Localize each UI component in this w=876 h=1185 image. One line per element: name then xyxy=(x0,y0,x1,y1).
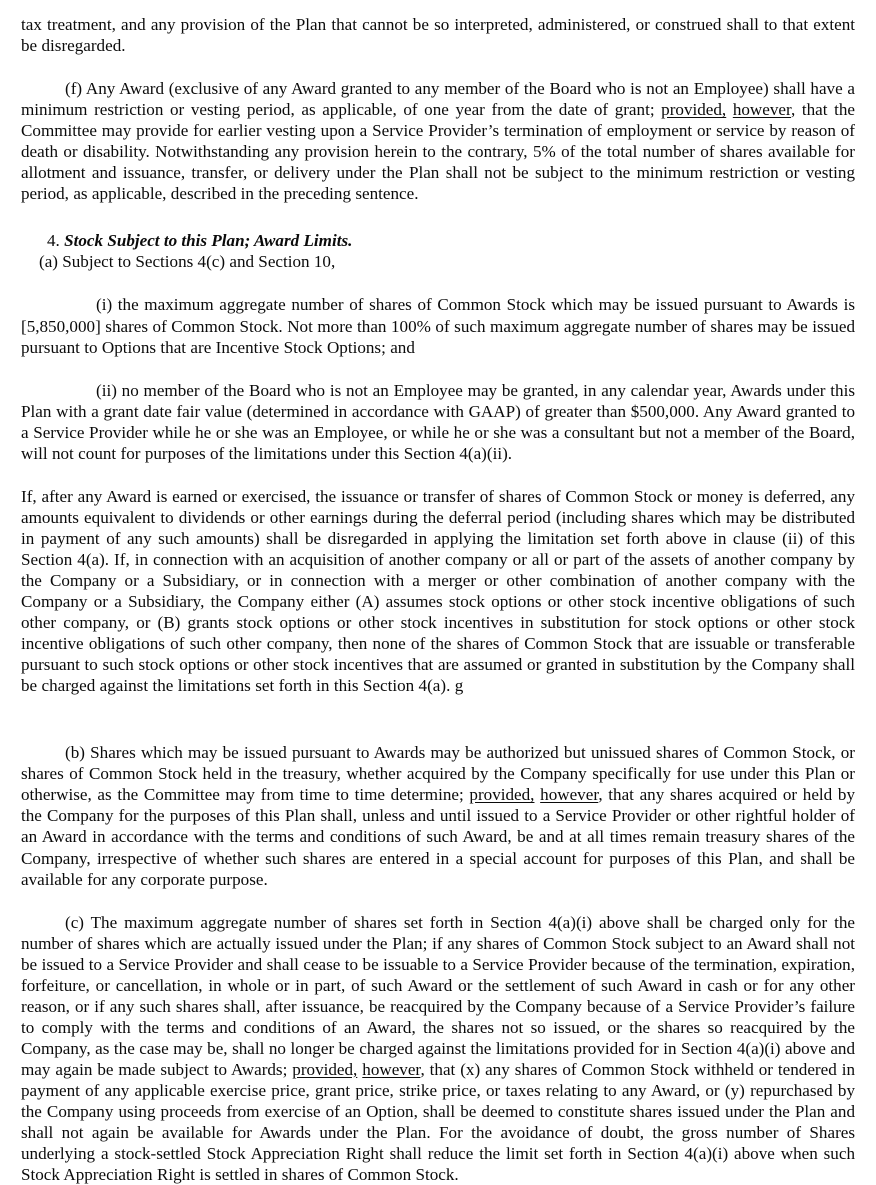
space-separator xyxy=(726,100,733,119)
paragraph-spacer xyxy=(21,890,855,912)
document-body-column xyxy=(21,14,855,1185)
paragraph-f-text-start: (f) Any Award (exclusive of any Award granted to any member of the Board who is not an Employee) shall have a minimum restriction or vesting period, as applicable, of one year from the date of grant; xyxy=(21,79,855,120)
paragraph-c xyxy=(21,912,855,1185)
paragraph-c-text-end: , that (x) any shares of Common Stock withheld or tendered in payment of any applicable exercise price, grant price, strike price, or taxes relating to any Award, or (y) repurchased by the Company using proceeds from exercise of an Option, shall be deemed to constitute shares issued under the Plan and shall not again be available for Awards under the Plan. For the avoidance of doubt, the gross number of Shares underlying a stock-settled Stock Appreciation Right shall reduce the limit set forth in Section 4(a)(i) above when such Stock Appreciation Right is settled in shares of Common Stock. xyxy=(21,1059,855,1185)
paragraph-spacer xyxy=(21,696,855,742)
paragraph-spacer xyxy=(21,272,855,294)
paragraph-b-text-start: (b) Shares which may be issued pursuant to Awards may be authorized but unissued shares of Common Stock, or shares of Common Stock held in the treasury, whether acquired by the Company specifically for use under this Plan or otherwise, as the Committee may from time to time determine; xyxy=(21,743,855,805)
paragraph-b-text-end: , that any shares acquired or held by the Company for the purposes of this Plan shall, unless and until issued to a Service Provider or other rightful holder of an Award in accordance with the terms and conditions of such Award, be and at all times remain treasury shares of the Company, irrespective of whether such shares are entered in a special account for purposes of this Plan, and shall be available for any corporate purpose. xyxy=(21,785,855,889)
paragraph-c-text-start: (c) The maximum aggregate number of shares set forth in Section 4(a)(i) above shall be charged only for the number of shares which are actually issued under the Plan; if any shares of Common Stock subject to an Award shall not be issued to a Service Provider and shall cease to be issuable to a Service Provider because of the termination, expiration, forfeiture, or cancellation, in whole or in part, of such Award or the settlement of such Award in cash or for any other reason, or if any such shares shall, after issuance, be reacquired by the Company because of a Service Provider’s failure to comply with the terms and conditions of an Award, the shares not so issued, or the shares so reacquired by the Company, as the case may be, shall no longer be charged against the limitations provided for in Section 4(a)(i) above and may again be made subject to Awards; xyxy=(21,912,855,1079)
section-4-heading xyxy=(21,230,855,251)
underlined-however: however xyxy=(362,1059,421,1079)
paragraph-spacer xyxy=(21,358,855,380)
paragraph-spacer xyxy=(21,56,855,78)
paragraph-deferral-substitution: If, after any Award is earned or exercised, the issuance or transfer of shares of Common Stock or money is deferred, any amounts equivalent to dividends or other earnings during the deferral period (including shares which may be distributed in payment of any such amounts) shall be disregarded in applying the limitation set forth above in clause (ii) of this Section 4(a). If, in connection with an acquisition of another company or all or part of the assets of another company by the Company or a Subsidiary, or in connection with a merger or other combination of another company with the Company or a Subsidiary, the Company either (A) assumes stock options or other stock incentive obligations of such other company, or (B) grants stock options or other stock incentives in substitution for stock options or other stock incentive obligations of such other company, then none of the shares of Common Stock that are issuable or transferable pursuant to such stock options or other stock incentives that are assumed or granted in substitution by the Company shall be charged against the limitations set forth in this Section 4(a). g xyxy=(21,486,855,696)
paragraph-spacer xyxy=(21,204,855,230)
paragraph-spacer xyxy=(21,464,855,486)
underlined-provided: provided, xyxy=(661,100,727,120)
section-4-number: 4. xyxy=(47,231,60,251)
paragraph-b xyxy=(21,742,855,889)
section-4-title: Stock Subject to this Plan; Award Limits. xyxy=(64,231,353,251)
underlined-provided: provided, xyxy=(292,1059,358,1079)
paragraph-f xyxy=(21,78,855,204)
paragraph-a-ii: (ii) no member of the Board who is not an Employee may be granted, in any calendar year, Awards under this Plan with a grant date fair value (determined in accordance with GAAP) of greater than $500,000. Any Award granted to a Service Provider while he or she was an Employee, or while he or she was a consultant but not a member of the Board, will not count for purposes of the limitations under this Section 4(a)(ii). xyxy=(21,380,855,463)
paragraph-a-i: (i) the maximum aggregate number of shares of Common Stock which may be issued pursuant to Awards is [5,850,000] shares of Common Stock. Not more than 100% of such maximum aggregate number of shares may be issued pursuant to Options that are Incentive Stock Options; and xyxy=(21,295,855,357)
paragraph-f-text-end: , that the Committee may provide for earlier vesting upon a Service Provider’s termination of employment or service by reason of death or disability. Notwithstanding any provision herein to the contrary, 5% of the total number of shares available for allotment and issuance, transfer, or delivery under the Plan shall not be subject to the minimum restriction or vesting period, as applicable, described in the preceding sentence. xyxy=(21,100,855,204)
underlined-however: however xyxy=(540,785,599,805)
paragraph-continuation-top: tax treatment, and any provision of the Plan that cannot be so interpreted, administered, or construed shall to that extent be disregarded. xyxy=(21,15,855,56)
paragraph-a-lead: (a) Subject to Sections 4(c) and Section 10, xyxy=(39,252,336,272)
underlined-provided: provided, xyxy=(469,785,535,805)
underlined-however: however xyxy=(732,100,791,120)
